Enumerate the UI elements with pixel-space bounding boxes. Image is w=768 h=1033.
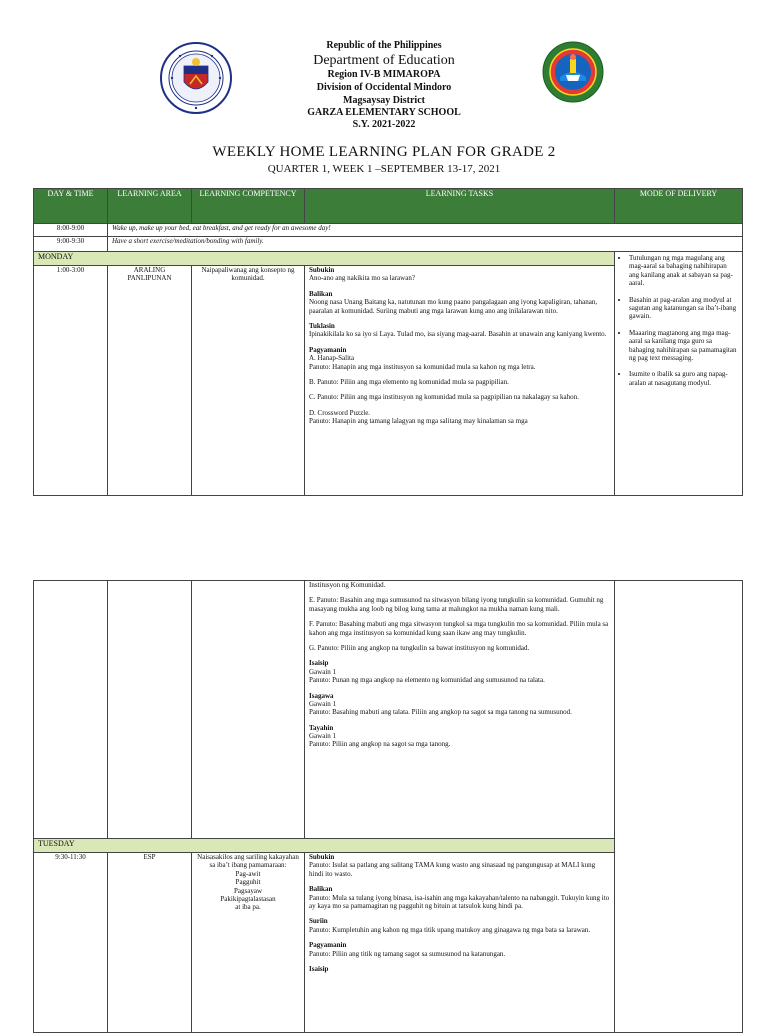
task-line: Ano-ano ang nakikita mo sa larawan? [309, 274, 415, 283]
plan-title: WEEKLY HOME LEARNING PLAN FOR GRADE 2 [212, 144, 556, 160]
learning-tasks [309, 581, 610, 749]
column-header: DAY & TIME [34, 189, 108, 224]
column-header: MODE OF DELIVERY [615, 189, 743, 224]
document-header [0, 0, 768, 178]
task-block [309, 941, 610, 958]
time-cell [34, 581, 108, 839]
task-title: Isaisip [309, 659, 329, 668]
task-block [309, 917, 610, 934]
task-line: Gawain 1 [309, 667, 337, 676]
competency-line: Pagsayaw [234, 886, 262, 895]
task-line: Panuto: Basahing mabuti ang talata. Piliin ang angkop na sagot sa mga tanong na sumusunod. [309, 708, 572, 717]
task-block [309, 965, 610, 973]
task-line: Gawain 1 [309, 699, 337, 708]
task-block [309, 853, 610, 878]
learning-plan-table-page-2 [33, 580, 743, 1033]
table-row [34, 224, 743, 237]
task-title: Tayahin [309, 723, 334, 732]
task-line: F. Panuto: Basahing mabuti ang mga sitwasyon tungkol sa mga tungkulin mo sa komunidad. Piliin mula sa kahon ang mga institusyon sa komunidad kung saan ikaw ang may tungkulin. [309, 620, 609, 637]
task-line [309, 371, 610, 378]
time-cell: 9:30-11:30 [34, 853, 108, 1033]
task-title: Tuklasin [309, 321, 335, 330]
learning-tasks [309, 853, 610, 973]
task-line: Noong nasa Unang Baitang ka, natutunan mo kung paano pangalagaan ang iyong kapaligiran, tahanan, paaralan at komunidad. Suriing mabuti ang mga larawan kung ano ang inilalarawan nito. [309, 298, 598, 315]
list-item: • Basahin at pag-aralan ang modyul at sagutan ang katanungan sa iba’t-ibang gawain. [629, 296, 738, 321]
column-header: LEARNING TASKS [305, 189, 615, 224]
learning-plan-table-page-1 [33, 188, 743, 496]
competency-line: Pag-awit [235, 869, 261, 878]
day-row-monday [34, 252, 743, 266]
task-block [309, 659, 610, 684]
table-row [34, 237, 743, 252]
competency-cell [192, 853, 305, 1033]
task-title: Pagyamanin [309, 345, 347, 354]
routine-cell: Wake up, make up your bed, eat breakfast, and get ready for an awesome day! [108, 224, 743, 237]
task-line: Panuto: Mula sa tulang iyong binasa, isa-isahin ang mga kakayahan/talento na nabanggit. Tukuyin kung ito ay kaya mo sa pamamagitan ng pagguhit ng bituin at tatsulok kung hindi pa. [309, 893, 610, 910]
learning-area-cell: ESP [108, 853, 192, 1033]
learning-area-cell: ARALING PANLIPUNAN [108, 266, 192, 496]
task-line: Ipinakikilala ko sa iyo si Laya. Tulad mo, isa siyang mag-aaral. Basahin at unawain ang kaniyang kwento. [309, 330, 607, 339]
task-line: Panuto: Hanapin ang mga institusyon sa komunidad mula sa kahon ng mga letra. [309, 362, 536, 371]
division-line: Division of Occidental Mindoro [316, 82, 452, 93]
department-line: Department of Education [313, 53, 455, 68]
task-line [309, 589, 610, 596]
learning-tasks [309, 266, 610, 425]
task-line [309, 637, 610, 644]
task-line: Gawain 1 [309, 732, 337, 741]
plan-subtitle: QUARTER 1, WEEK 1 –SEPTEMBER 13-17, 2021 [267, 163, 501, 175]
competency-cell: Naipapaliwanag ang konsepto ng komunidad. [192, 266, 305, 496]
task-line: Institusyon ng Komunidad. [309, 581, 386, 589]
task-line: Panuto: Kumpletuhin ang kahon ng mga titik upang matukoy ang ginagawa ng mga bata sa larawan. [309, 925, 591, 934]
task-block [309, 724, 610, 749]
learning-tasks-cell [305, 853, 615, 1033]
task-line [309, 402, 610, 409]
mode-of-delivery-cell [615, 252, 743, 496]
learning-tasks-cell [305, 581, 615, 839]
task-line: D. Crossword Puzzle. [309, 408, 371, 417]
task-title: Isaisip [309, 964, 329, 973]
day-label: TUESDAY [34, 839, 615, 853]
competency-line: Pagguhit [235, 878, 261, 887]
task-line: Panuto: Punan ng mga angkop na elemento ng komunidad ang sumusunod na talata. [309, 676, 545, 685]
task-block [309, 885, 610, 910]
district-line: Magsaysay District [343, 95, 425, 106]
competency-cell [192, 581, 305, 839]
task-block [309, 322, 610, 339]
mode-list [619, 254, 738, 387]
task-line: Panuto: Isulat sa patlang ang salitang TAMA kung wasto ang sinasaad ng pangungusap at MALI kung hindi ito wasto. [309, 861, 596, 878]
republic-line: Republic of the Philippines [326, 40, 442, 51]
task-block [309, 290, 610, 315]
task-line [309, 386, 610, 393]
task-line: B. Panuto: Piliin ang mga elemento ng komunidad mula sa pagpipilian. [309, 377, 509, 386]
task-line: A. Hanap-Salita [309, 354, 355, 363]
mode-of-delivery-cell [615, 581, 743, 1033]
task-title: Balikan [309, 289, 333, 298]
school-year-line: S.Y. 2021-2022 [352, 119, 416, 130]
list-item: • Tutulungan ng mga magulang ang mag-aaral sa bahaging nahihirapan ang kanilang anak at sabayan sa pag-aaral. [629, 254, 738, 288]
learning-area-cell [108, 581, 192, 839]
task-line: G. Panuto: Piliin ang angkop na tungkulin sa bawat institusyon ng komunidad. [309, 643, 530, 652]
time-cell: 8:00-9:00 [34, 224, 108, 237]
task-line: E. Panuto: Basahin ang mga sumusunod na sitwasyon bilang iyong tungkulin sa komunidad. Gumuhit ng masayang mukha ang loob ng bilog kung tama at malungkot na mukha naman kung mali. [309, 596, 604, 613]
competency-line: at iba pa. [235, 903, 261, 912]
column-header: LEARNING COMPETENCY [192, 189, 305, 224]
task-line [309, 613, 610, 620]
table-row [34, 581, 743, 839]
time-cell: 9:00-9:30 [34, 237, 108, 252]
time-cell: 1:00-3:00 [34, 266, 108, 496]
task-line: Panuto: Piliin ang angkop na sagot sa mga tanong. [309, 740, 451, 749]
task-title: Isagawa [309, 691, 334, 700]
learning-tasks-cell [305, 266, 615, 496]
task-block [309, 266, 610, 283]
routine-cell: Have a short exercise/meditation/bonding with family. [108, 237, 743, 252]
task-line: C. Panuto: Piliin ang mga institusyon ng komunidad mula sa pagpipilian na nakalagay sa kahon. [309, 393, 579, 402]
school-line: GARZA ELEMENTARY SCHOOL [307, 107, 461, 118]
task-title: Subukin [309, 266, 335, 274]
task-line: Panuto: Hanapin ang tamang lalagyan ng mga salitang may kinalaman sa mga [309, 417, 528, 426]
list-item: • Isumite o ibalik sa guro ang napag-aralan at nasagutang modyul. [629, 370, 738, 387]
competency-line: Pakikipagtalastasan [220, 894, 276, 903]
column-header: LEARNING AREA [108, 189, 192, 224]
task-title: Subukin [309, 853, 335, 861]
day-label: MONDAY [34, 252, 615, 266]
task-title: Pagyamanin [309, 941, 347, 950]
task-block [309, 692, 610, 717]
competency-line: Naisasakilos ang sariling kakayahan sa iba’t ibang pamamaraan: [197, 853, 299, 870]
task-title: Balikan [309, 885, 333, 894]
task-block [309, 346, 610, 426]
task-block [309, 581, 610, 652]
region-line: Region IV-B MIMAROPA [327, 69, 441, 80]
list-item: • Maaaring magtanong ang mga mag- aaral sa kanilang mga guro sa bahaging nahihirapan sa pamamagitan ng pag text messaging. [629, 329, 738, 363]
task-line: Panuto: Piliin ang titik ng tamang sagot sa sumusunod na katanungan. [309, 949, 506, 958]
task-title: Suriin [309, 917, 328, 926]
table-header-row [34, 189, 743, 224]
